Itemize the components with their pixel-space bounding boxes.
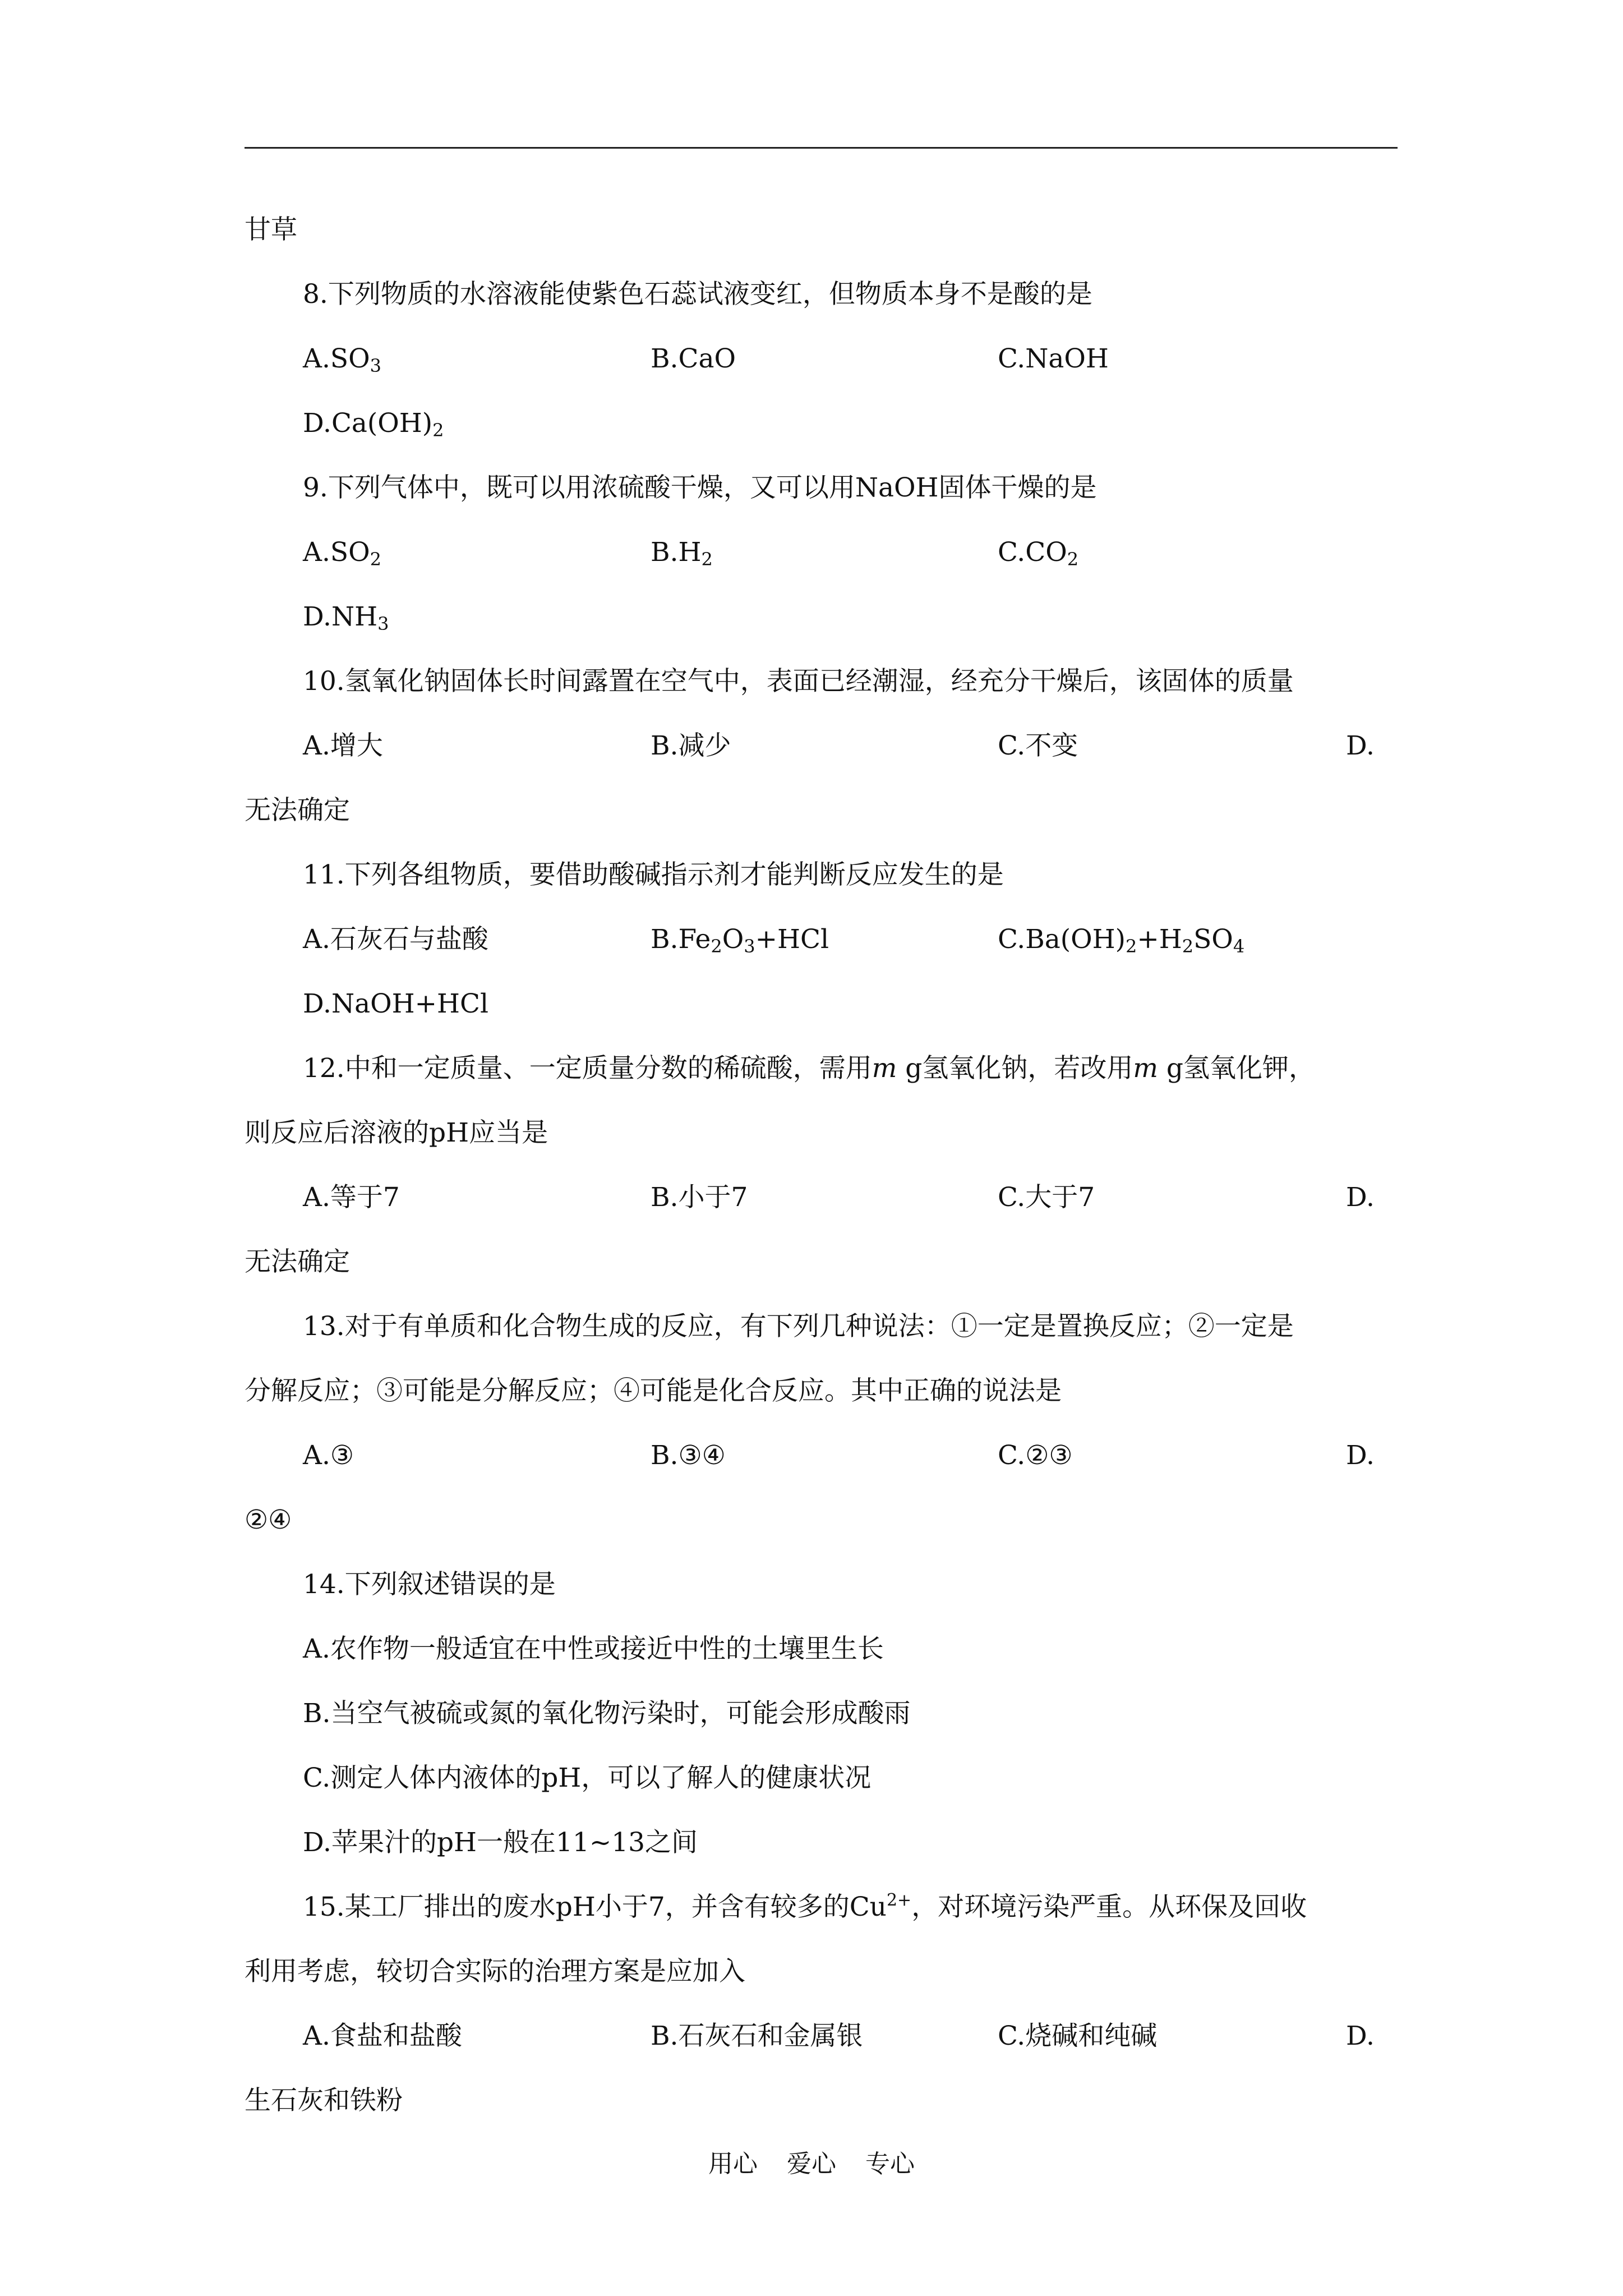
q12-option-c: C.大于7 <box>998 1182 1095 1213</box>
text-line: 甘草 <box>245 214 297 245</box>
q8-option-d: $D.Ca(OH)_2$ <box>303 408 444 441</box>
q15-option-a: A.食盐和盐酸 <box>303 2021 462 2051</box>
q13-option-c: C.②③ <box>998 1440 1073 1471</box>
q8-option-b: B.CaO <box>651 343 736 374</box>
q14-option-a: A.农作物一般适宜在中性或接近中性的土壤里生长 <box>303 1634 884 1664</box>
q12-option-a: A.等于7 <box>303 1182 400 1213</box>
q9-option-b: $B.H_2$ <box>651 537 713 570</box>
question-10: 10.氢氧化钠固体长时间露置在空气中，表面已经潮湿，经充分干燥后，该固体的质量 <box>303 666 1294 697</box>
question-9: 9.下列气体中，既可以用浓硫酸干燥，又可以用NaOH固体干燥的是 <box>303 472 1097 503</box>
q11-option-c: $C.Ba(OH)_2+H_2SO_4$ <box>998 924 1245 957</box>
footer-word: 爱心 <box>787 2150 836 2178</box>
q14-option-d: D.苹果汁的pH一般在11~13之间 <box>303 1827 698 1858</box>
q13-option-a: A.③ <box>303 1440 354 1471</box>
question-8: 8.下列物质的水溶液能使紫色石蕊试液变红，但物质本身不是酸的是 <box>303 279 1092 310</box>
q11-option-a: A.石灰石与盐酸 <box>303 924 488 955</box>
q15-option-c: C.烧碱和纯碱 <box>998 2021 1158 2051</box>
q12-option-b: B.小于7 <box>651 1182 748 1213</box>
q8-option-a: $A.SO_3$ <box>303 343 381 376</box>
q15-option-b: B.石灰石和金属银 <box>651 2021 863 2051</box>
q13-option-d: D. <box>1346 1440 1375 1471</box>
question-15-cont: 利用考虑，较切合实际的治理方案是应加入 <box>245 1956 745 1987</box>
q13-option-d-text: ②④ <box>245 1504 292 1535</box>
header-rule <box>245 147 1398 149</box>
q9-option-d: $D.NH_3$ <box>303 601 389 634</box>
q10-option-d-text: 无法确定 <box>245 795 350 826</box>
question-13: 13.对于有单质和化合物生成的反应，有下列几种说法：①一定是置换反应；②一定是 <box>303 1311 1294 1342</box>
q11-option-b: $B.Fe_2O_3+HCl$ <box>651 924 829 957</box>
q9-option-a: $A.SO_2$ <box>303 537 381 570</box>
q10-option-d: D. <box>1346 730 1375 761</box>
footer-word: 用心 <box>708 2150 758 2178</box>
q15-option-d-text: 生石灰和铁粉 <box>245 2085 403 2116</box>
q10-option-b: B.减少 <box>651 730 731 761</box>
q12-option-d-text: 无法确定 <box>245 1246 350 1277</box>
q10-option-a: A.增大 <box>303 730 383 761</box>
q9-option-c: $C.CO_2$ <box>998 537 1079 570</box>
question-11: 11.下列各组物质，要借助酸碱指示剂才能判断反应发生的是 <box>303 859 1004 890</box>
question-14: 14.下列叙述错误的是 <box>303 1569 556 1600</box>
question-13-cont: 分解反应；③可能是分解反应；④可能是化合反应。其中正确的说法是 <box>245 1375 1062 1406</box>
q11-option-d: D.NaOH+HCl <box>303 988 488 1019</box>
q12-option-d: D. <box>1346 1182 1375 1213</box>
question-15: 15.某工厂排出的废水pH小于7，并含有较多的$Cu^{2+}$，对环境污染严重。从环保及回收 <box>303 1890 1307 1922</box>
q8-option-c: C.NaOH <box>998 343 1109 374</box>
q10-option-c: C.不变 <box>998 730 1078 761</box>
q14-option-c: C.测定人体内液体的pH，可以了解人的健康状况 <box>303 1763 872 1793</box>
question-12: 12.中和一定质量、一定质量分数的稀硫酸，需用m g氢氧化钠，若改用m g氢氧化钾， <box>303 1053 1315 1084</box>
q13-option-b: B.③④ <box>651 1440 726 1471</box>
page-footer <box>0 2148 1623 2180</box>
footer-word: 专心 <box>865 2150 915 2178</box>
q15-option-d: D. <box>1346 2021 1375 2051</box>
question-12-cont: 则反应后溶液的pH应当是 <box>245 1117 548 1148</box>
q14-option-b: B.当空气被硫或氮的氧化物污染时，可能会形成酸雨 <box>303 1698 911 1729</box>
